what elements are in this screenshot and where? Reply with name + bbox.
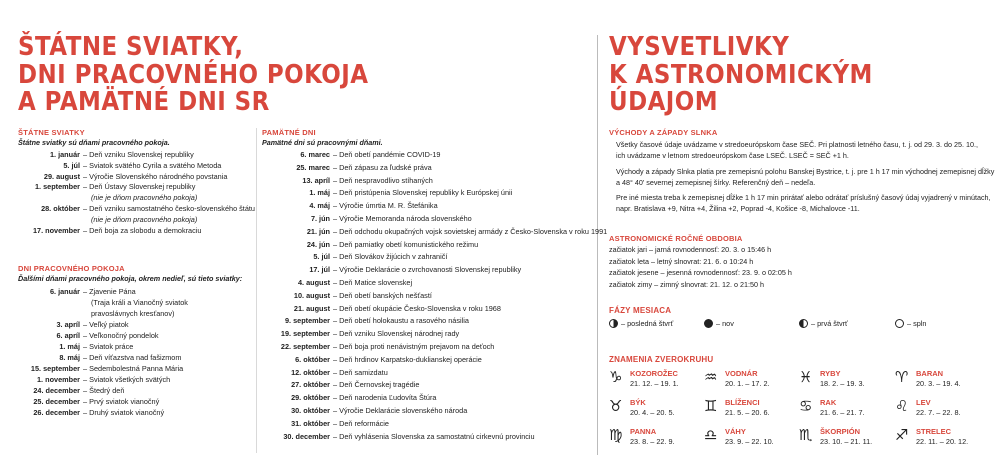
holiday-date: 25. marec [296, 162, 330, 172]
zodiac-name: PANNA [630, 427, 657, 436]
holiday-date: 1. november [37, 375, 80, 384]
holiday-date: 21. jún [306, 226, 330, 236]
zodiac-8-icon: ♌ [895, 397, 909, 415]
zodiac-name: RYBY [820, 369, 841, 378]
right-title [609, 34, 873, 117]
fazy-heading: FÁZY MESIACA [609, 306, 672, 315]
holiday-name: – Sviatok svätého Cyrila a svätého Metoda [83, 160, 222, 170]
holiday-row [262, 304, 592, 313]
zodiac-name: BÝK [630, 398, 646, 407]
holiday-row [262, 380, 592, 389]
holiday-name: – Výročie Deklarácie slovenského národa [333, 406, 468, 415]
holiday-row [262, 226, 608, 236]
zodiac-dates: 21. 12. – 19. 1. [630, 379, 679, 388]
holiday-date: 12. október [291, 367, 330, 377]
holiday-row [262, 419, 592, 428]
text-line: začiatok jesene – jesenná rovnodennosť: 23. 9. o 02:05 h [609, 268, 792, 277]
holiday-date: 1. september [34, 182, 80, 192]
holiday-name: – Deň Ústavy Slovenskej republiky [83, 182, 196, 192]
phase-label: – nov [716, 319, 734, 328]
holiday-date: 17. júl [309, 265, 330, 275]
zodiac-11-icon: ♏ [799, 426, 813, 444]
first-quarter-icon [799, 319, 808, 328]
holiday-date: 25. december [33, 397, 80, 406]
holiday-name: – Deň obetí okupácie Česko-Slovenska v roku 1968 [333, 303, 501, 313]
holiday-name: – Druhý sviatok vianočný [83, 408, 165, 417]
holiday-name: pravoslávnych kresťanov) [91, 309, 175, 318]
holiday-date: 5. júl [63, 160, 80, 170]
holiday-name: – Deň narodenia Ľudovíta Štúra [333, 393, 437, 403]
text-line: Pre iné miesta treba k zemepisnej dĺžke 1 h 17 min prirátať alebo odrátať príslušný časový údaj vyjadrený v minútach, [616, 193, 991, 202]
holiday-row [262, 278, 592, 287]
holiday-name: – Deň vzniku Slovenskej národnej rady [333, 329, 460, 339]
holiday-name: – Výročie úmrtia M. R. Štefánika [333, 201, 438, 211]
zodiac-name: VÁHY [725, 427, 746, 436]
holiday-name: – Deň boja za slobodu a demokraciu [83, 225, 202, 235]
holiday-row [262, 316, 592, 325]
text-line: začiatok zimy – zimný slnovrat: 21. 12. o 21:50 h [609, 279, 765, 289]
holiday-name: – Sviatok práce [83, 342, 134, 351]
zodiac-dates: 23. 9. – 22. 10. [725, 437, 774, 446]
pracovne-sub: Ďalšími dňami pracovného pokoja, okrem nedieľ, sú tieto sviatky: [18, 274, 243, 283]
holiday-row [262, 214, 592, 223]
zodiac-4-icon: ♈ [895, 368, 909, 386]
holiday-name: – Veľký piatok [83, 320, 129, 329]
statne-sub: Štátne sviatky sú dňami pracovného pokoja. [18, 138, 170, 147]
phase-full [895, 319, 926, 328]
holiday-date: 22. september [280, 342, 330, 351]
holiday-date: 30. december [283, 431, 330, 441]
holiday-name: – Deň pamiatky obetí komunistického režimu [333, 239, 479, 249]
text-line: Všetky časové údaje uvádzame v stredoeurópskom čase SEČ. Pri platnosti letného času, t. j. od 29. 3. do 25. 10., [616, 140, 978, 149]
holiday-name: (nie je dňom pracovného pokoja) [91, 214, 198, 224]
holiday-date: 5. júl [313, 252, 330, 262]
text-line: Východy a západy Slnka platia pre zemepisnú polohu Banskej Bystrice, t. j. pre 1 h 17 min východnej zemepisnej dĺžky [616, 167, 995, 176]
last-quarter-icon [609, 319, 618, 328]
phase-label: – posledná štvrť [621, 319, 674, 328]
zodiac-name: LEV [916, 398, 931, 407]
zodiac-2-icon: ♒ [704, 368, 718, 386]
holiday-row [262, 406, 592, 415]
holiday-row [262, 329, 592, 338]
holiday-date: 3. apríl [56, 320, 80, 329]
holiday-date: 7. jún [310, 214, 330, 223]
left-title-line-1: ŠTÁTNE SVIATKY, [18, 32, 244, 62]
zodiac-dates: 20. 3. – 19. 4. [916, 379, 961, 388]
phase-first-quarter [799, 319, 848, 328]
holiday-date: 15. september [30, 364, 80, 373]
holiday-date: 6. október [295, 354, 330, 364]
text-line: začiatok jari – jarná rovnodennosť: 20. 3. o 15:46 h [609, 245, 772, 254]
holiday-name: – Deň Matice slovenskej [333, 278, 413, 287]
holiday-name: – Deň pristúpenia Slovenskej republiky k Európskej únii [333, 188, 513, 198]
holiday-name: – Deň odchodu okupačných vojsk sovietskej armády z Česko-Slovenska v roku 1991 [333, 226, 608, 236]
new-moon-icon [704, 319, 713, 328]
holiday-name: – Sedembolestná Panna Mária [83, 364, 184, 373]
holiday-name: – Deň vzniku samostatného česko-slovenského štátu [83, 204, 255, 213]
holiday-date: 28. október [41, 204, 80, 213]
holiday-row [262, 291, 592, 300]
zodiac-12-icon: ♐ [895, 426, 909, 444]
holiday-name: – Výročie Memoranda národa slovenského [333, 214, 472, 223]
holiday-date: 27. október [291, 380, 330, 390]
holiday-name: – Výročie Deklarácie o zvrchovanosti Slovenskej republiky [333, 265, 522, 275]
holiday-name: – Zjavenie Pána [83, 287, 136, 296]
zodiac-dates: 18. 2. – 19. 3. [820, 379, 865, 388]
holiday-name: (Traja králi a Vianočný sviatok [91, 298, 188, 307]
holiday-date: 1. máj [309, 188, 330, 198]
zodiac-name: VODNÁR [725, 369, 758, 378]
holiday-name: – Sviatok všetkých svätých [83, 375, 171, 384]
zodiac-6-icon: ♊ [704, 397, 718, 415]
holiday-name: – Deň obetí banských nešťastí [333, 290, 432, 300]
holiday-row [262, 368, 592, 377]
holiday-date: 9. september [284, 316, 330, 326]
holiday-date: 31. október [291, 418, 330, 428]
right-title-line-3: ÚDAJOM [609, 87, 719, 117]
phase-label: – prvá štvrť [811, 319, 848, 328]
text-line: a 48° 40' severnej zemepisnej šírky. Referenčný deň – nedeľa. [616, 178, 816, 187]
zodiac-dates: 21. 5. – 20. 6. [725, 408, 770, 417]
holiday-name: – Deň samizdatu [333, 367, 388, 377]
holiday-date: 6. apríl [56, 331, 80, 340]
holiday-date: 19. september [280, 329, 330, 339]
left-title-line-3: A PAMÄTNÉ DNI SR [18, 87, 270, 117]
right-title-line-2: K ASTRONOMICKÝM [609, 59, 873, 90]
holiday-name: – Deň vzniku Slovenskej republiky [83, 150, 194, 159]
holiday-name: – Deň zápasu za ľudské práva [333, 162, 432, 172]
holiday-row [262, 355, 592, 364]
zodiac-10-icon: ♎ [704, 426, 718, 444]
left-title [18, 34, 368, 117]
holiday-name: – Deň obetí pandémie COVID-19 [333, 150, 441, 159]
holiday-name: – Deň obetí holokaustu a rasového násilia [333, 316, 469, 326]
zodiac-dates: 23. 10. – 21. 11. [820, 437, 873, 446]
column-divider [597, 35, 598, 455]
holiday-date: 6. január [49, 287, 80, 296]
zodiac-name: STRELEC [916, 427, 952, 436]
zodiac-7-icon: ♋ [799, 397, 813, 415]
holiday-date: 30. október [291, 406, 330, 415]
phase-label: – spln [907, 319, 927, 328]
holiday-date: 4. august [297, 278, 330, 287]
pracovne-heading: DNI PRACOVNÉHO POKOJA [18, 264, 125, 273]
zodiac-dates: 22. 11. – 20. 12. [916, 437, 969, 446]
holiday-date: 4. máj [309, 201, 330, 211]
holiday-name: (nie je dňom pracovného pokoja) [91, 193, 198, 203]
phase-new [704, 319, 734, 328]
holiday-date: 10. august [293, 290, 330, 300]
holiday-name: – Deň Slovákov žijúcich v zahraničí [333, 252, 448, 262]
holiday-row [262, 393, 592, 402]
text-line: začiatok leta – letný slnovrat: 21. 6. o 10:24 h [609, 256, 754, 266]
zodiac-dates: 23. 8. – 22. 9. [630, 437, 675, 446]
zodiac-name: KOZOROŽEC [630, 369, 678, 378]
holiday-name: – Deň reformácie [333, 418, 389, 428]
holiday-date: 8. máj [59, 353, 80, 362]
right-title-line-1: VYSVETLIVKY [609, 32, 790, 62]
statne-heading: ŠTÁTNE SVIATKY [18, 128, 85, 137]
zodiac-5-icon: ♉ [609, 397, 623, 415]
holiday-row [262, 188, 592, 197]
zodiac-dates: 20. 1. – 17. 2. [725, 379, 770, 388]
holiday-date: 1. január [49, 150, 80, 159]
holiday-date: 1. máj [59, 342, 80, 351]
holiday-date: 29. august [43, 171, 80, 181]
obdobia-heading: ASTRONOMICKÉ ROČNÉ OBDOBIA [609, 234, 743, 243]
zodiac-dates: 20. 4. – 20. 5. [630, 408, 675, 417]
holiday-name: – Deň hrdinov Karpatsko-duklianskej operácie [333, 354, 482, 364]
holiday-date: 21. august [293, 303, 330, 313]
holiday-name: – Výročie Slovenského národného povstania [83, 171, 228, 181]
zodiac-1-icon: ♑ [609, 368, 623, 386]
phase-last-quarter [609, 319, 673, 328]
holiday-row [262, 176, 592, 185]
holiday-row [262, 163, 592, 172]
full-moon-icon [895, 319, 904, 328]
pamatne-heading: PAMÄTNÉ DNI [262, 128, 316, 137]
zodiac-name: ŠKORPIÓN [820, 427, 861, 436]
pamatne-sub: Pamätné dni sú pracovnými dňami. [262, 138, 383, 147]
zodiac-dates: 22. 7. – 22. 8. [916, 408, 961, 417]
holiday-row [262, 252, 592, 261]
holiday-date: 13. apríl [302, 175, 330, 185]
zodiac-name: BLÍŽENCI [725, 398, 760, 407]
text-line: ich uvádzame v letnom stredoeurópskom čase LSEČ. LSEČ = SEČ +1 h. [616, 151, 849, 160]
holiday-row [262, 432, 592, 441]
holiday-date: 17. november [32, 225, 80, 235]
holiday-name: – Deň vyhlásenia Slovenska za samostatnú cirkevnú provinciu [333, 431, 535, 441]
zodiac-name: RAK [820, 398, 837, 407]
zodiac-dates: 21. 6. – 21. 7. [820, 408, 865, 417]
holiday-row [262, 150, 592, 159]
left-title-line-2: DNI PRACOVNÉHO POKOJA [18, 59, 369, 90]
zodiac-9-icon: ♍ [609, 426, 623, 444]
holiday-row [262, 342, 592, 351]
holiday-name: – Prvý sviatok vianočný [83, 397, 160, 406]
holiday-row [262, 265, 592, 274]
zodiac-3-icon: ♓ [799, 368, 813, 386]
holiday-date: 29. október [291, 393, 330, 403]
holiday-row [262, 240, 592, 249]
holiday-date: 24. december [33, 386, 80, 395]
holiday-date: 26. december [33, 408, 80, 417]
holiday-name: – Deň nespravodlivo stíhaných [333, 175, 433, 185]
zodiac-name: BARAN [916, 369, 944, 378]
holiday-name: – Deň boja proti nenávistným prejavom na deťoch [333, 342, 495, 351]
holiday-name: – Štedrý deň [83, 386, 125, 395]
holiday-date: 24. jún [306, 239, 330, 249]
holiday-name: – Deň víťazstva nad fašizmom [83, 353, 182, 362]
vychody-heading: VÝCHODY A ZÁPADY SLNKA [609, 128, 718, 137]
holiday-date: 6. marec [300, 150, 330, 159]
text-line: napr. Bratislava +9, Nitra +4, Žilina +2, Poprad -4, Košice -8, Michalovce -11. [616, 204, 860, 213]
holiday-row [262, 201, 592, 210]
znamenia-heading: ZNAMENIA ZVEROKRUHU [609, 355, 714, 364]
holiday-name: – Deň Černovskej tragédie [333, 380, 420, 390]
holiday-name: – Veľkonočný pondelok [83, 331, 159, 340]
